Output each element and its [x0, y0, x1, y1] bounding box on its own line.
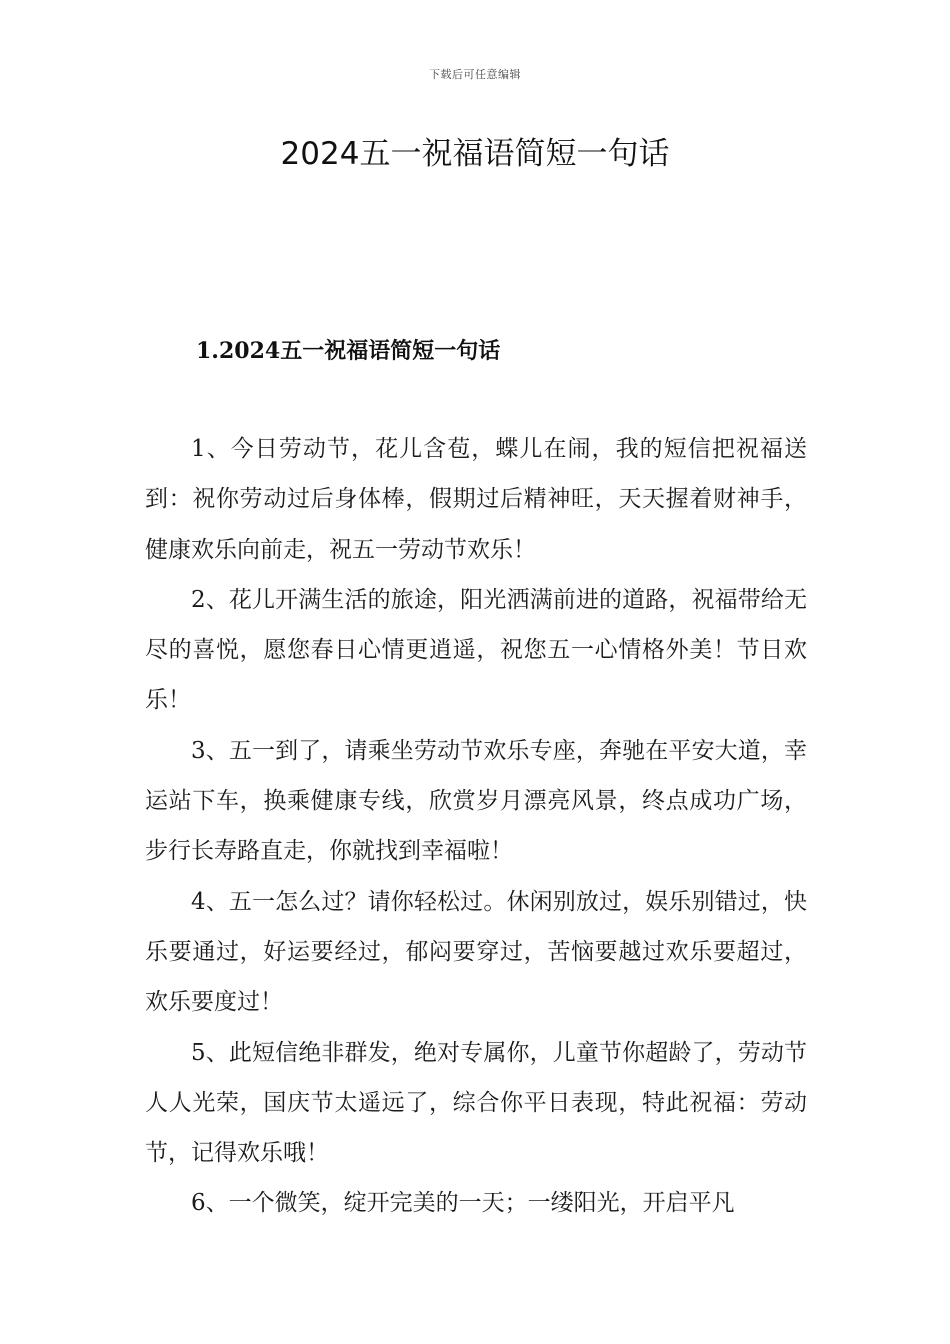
document-body	[145, 424, 807, 1229]
header-note: 下载后可任意编辑	[429, 68, 521, 81]
paragraph-2: 2、花儿开满生活的旅途，阳光洒满前进的道路，祝福带给无尽的喜悦，愿您春日心情更逍遥，祝您五一心情格外美！节日欢乐！	[145, 586, 807, 714]
document-title: 2024五一祝福语简短一句话	[280, 136, 670, 172]
paragraph-6: 6、一个微笑，绽开完美的一天；一缕阳光，开启平凡	[191, 1190, 735, 1217]
paragraph-3: 3、五一到了，请乘坐劳动节欢乐专座，奔驰在平安大道，幸运站下车，换乘健康专线，欣赏岁月漂亮风景，终点成功广场，步行长寿路直走，你就找到幸福啦！	[145, 737, 807, 865]
paragraph-1: 1、今日劳动节，花儿含苞，蝶儿在闹，我的短信把祝福送到：祝你劳动过后身体棒，假期过后精神旺，天天握着财神手，健康欢乐向前走，祝五一劳动节欢乐！	[145, 436, 807, 563]
section-heading: 1.2024五一祝福语简短一句话	[196, 338, 501, 364]
paragraph-4: 4、五一怎么过？请你轻松过。休闲别放过，娱乐别错过，快乐要通过，好运要经过，郁闷要穿过，苦恼要越过欢乐要超过，欢乐要度过！	[145, 888, 807, 1016]
paragraph-5: 5、此短信绝非群发，绝对专属你，儿童节你超龄了，劳动节人人光荣，国庆节太遥远了，综合你平日表现，特此祝福：劳动节，记得欢乐哦！	[145, 1039, 807, 1167]
